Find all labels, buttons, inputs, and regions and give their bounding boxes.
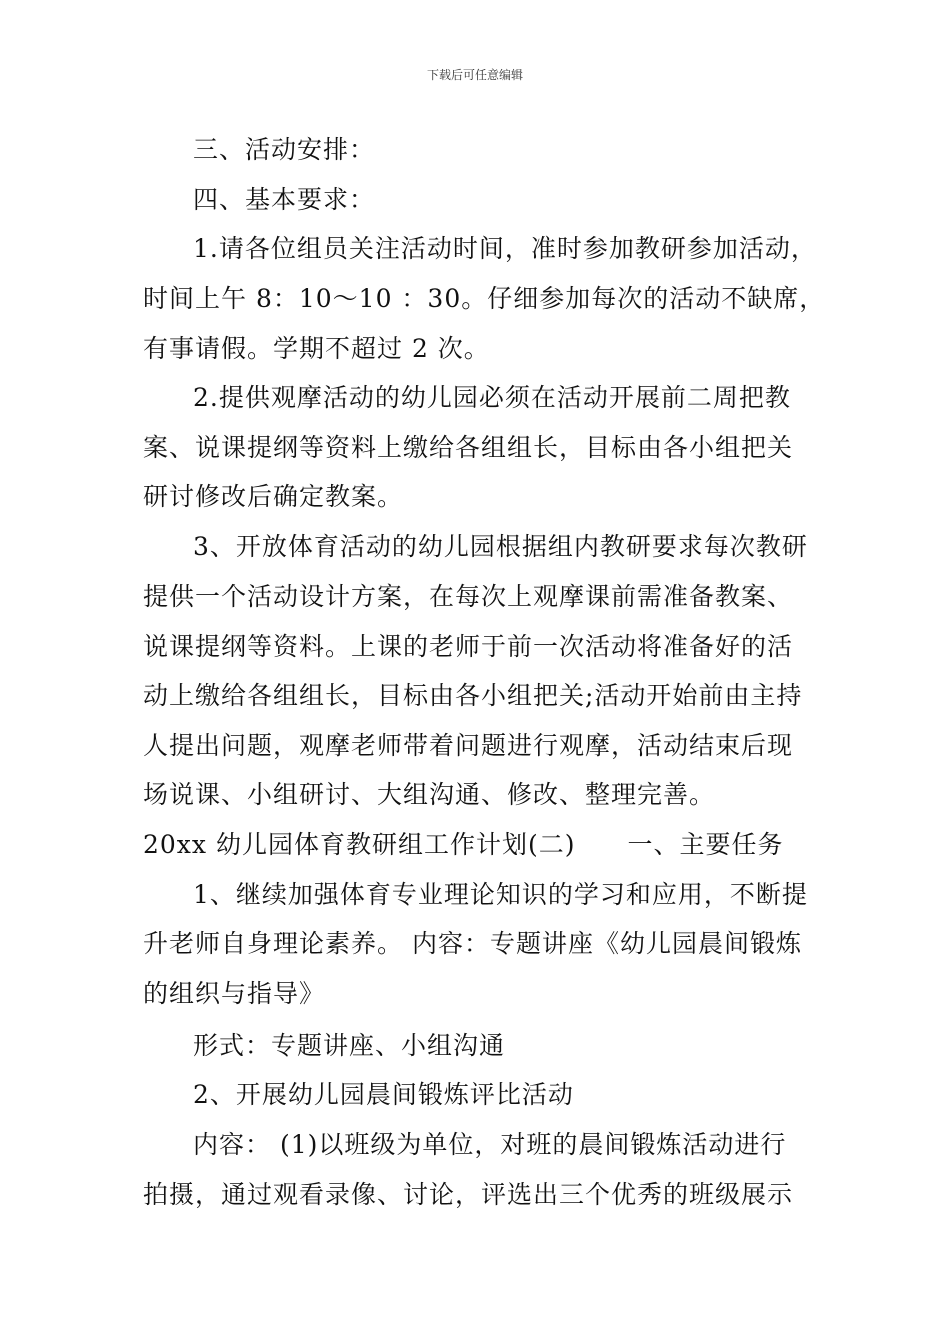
text-line: 时间上午 8：10～10 ：30。仔细参加每次的活动不缺席， xyxy=(143,284,826,313)
text-line: 有事请假。学期不超过 2 次。 xyxy=(143,334,490,363)
text-line: 形式：专题讲座、小组沟通 xyxy=(193,1031,506,1060)
text-line: 1.请各位组员关注活动时间，准时参加教研参加活动， xyxy=(193,234,817,263)
text-line: 四、基本要求： xyxy=(193,185,376,214)
text-line: 研讨修改后确定教案。 xyxy=(143,482,404,511)
text-line: 动上缴给各组组长，目标由各小组把关;活动开始前由主持 xyxy=(143,681,803,710)
text-line: 人提出问题，观摩老师带着问题进行观摩，活动结束后现 xyxy=(143,731,794,760)
text-line: 说课提纲等资料。上课的老师于前一次活动将准备好的活 xyxy=(143,632,794,661)
text-line: 场说课、小组研讨、大组沟通、修改、整理完善。 xyxy=(143,780,716,809)
text-line: 提供一个活动设计方案，在每次上观摩课前需准备教案、 xyxy=(143,582,794,611)
text-line: 内容： (1)以班级为单位，对班的晨间锻炼活动进行 xyxy=(193,1130,787,1159)
text-line: 2、开展幼儿园晨间锻炼评比活动 xyxy=(193,1080,574,1109)
text-line: 3、开放体育活动的幼儿园根据组内教研要求每次教研 xyxy=(193,532,808,561)
text-line: 三、活动安排： xyxy=(193,135,376,164)
text-line: 2.提供观摩活动的幼儿园必须在活动开展前二周把教 xyxy=(193,383,791,412)
text-line: 升老师自身理论素养。 内容：专题讲座《幼儿园晨间锻炼 xyxy=(143,929,802,958)
text-line: 1、继续加强体育专业理论知识的学习和应用，不断提 xyxy=(193,880,808,909)
text-line: 案、说课提纲等资料上缴给各组组长，目标由各小组把关 xyxy=(143,433,794,462)
text-line: 20xx 幼儿园体育教研组工作计划(二) 一、主要任务 xyxy=(143,830,784,859)
text-line: 的组织与指导》 xyxy=(143,979,326,1008)
page-header: 下载后可任意编辑 xyxy=(426,68,523,82)
text-line: 拍摄，通过观看录像、讨论，评选出三个优秀的班级展示 xyxy=(143,1180,794,1209)
